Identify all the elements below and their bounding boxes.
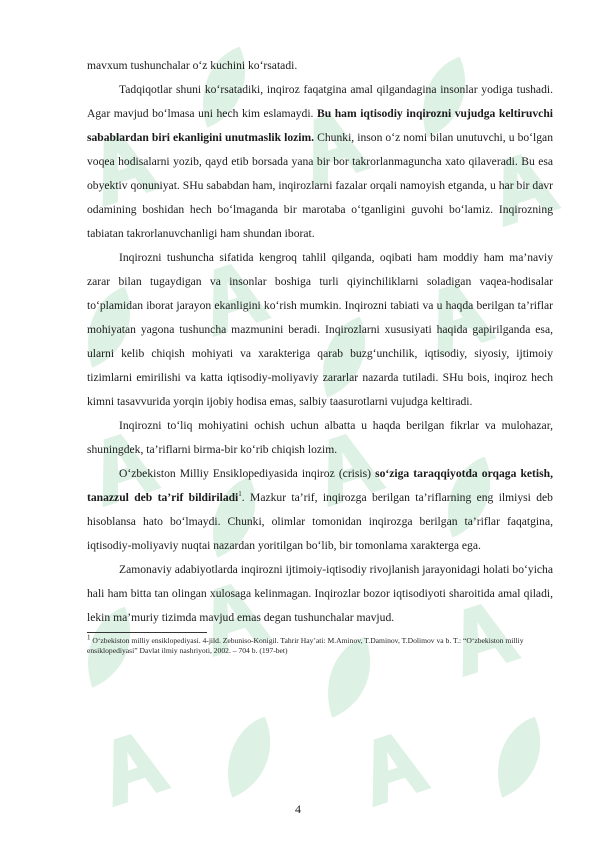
text-run: Chunki, inson o‘z nomi bilan unutuvchi, u bo‘lgan voqea hodisalarni yozib, qayd etib borsada yana bir bor takrorlanmaguncha xato qilaveradi. Bu esa obyektiv qonuniyat. SHu sababdan ham, inqirozlarni fazalar orqali namoyish etganda, u har bir davr odamining boshidan hech bo‘lmaganda bir marotaba o‘tganligini guvohi bo‘lamiz. Inqirozning tabiatan takrorlanuvchanligi ham shundan iborat. [87,131,553,240]
body-paragraph [87,558,553,630]
document-body [87,54,553,656]
footnote [87,633,553,656]
bold-text-run: so‘ziga taraqqiyotda orqaga ketish, tanazzul deb ta’rif bildiriladi [87,467,553,504]
text-run: O‘zbekiston Milliy Ensiklopediyasida inqiroz (crisis) [119,467,376,480]
footnote-reference: 1 [238,490,242,499]
footnote-text: O‘zbekiston milliy ensiklopediyasi. 4-jild. Zebuniso-Konigil. Tahrir Hay’ati: M.Aminov, T.Daminov, T.Dolimov va b. T.: “O‘zbekiston milliy ensiklopediyasi” Davlat ilmiy nashriyoti, 2002. – 704 b. (197-bet) [87,636,524,655]
text-run: Zamonaviy adabiyotlarda inqirozni ijtimoiy-iqtisodiy rivojlanish jarayonidagi holati bo‘yicha hali ham bitta tan olingan xulosaga kelinmagan. Inqirozlar bozor iqtisodiyoti sharoitida amal qiladi, lekin ma’muriy tizimda mavjud emas degan tushunchalar mavjud. [87,563,553,624]
text-run: mavxum tushunchalar o‘z kuchini ko‘rsatadi. [87,59,298,72]
footnote-marker: 1 [87,633,91,642]
body-paragraph [87,54,553,78]
text-run: Tadqiqotlar shuni ko‘rsatadiki, inqiroz faqatgina amal qilgandagina insonlar yodiga tushadi. Agar mavjud bo‘lmasa uni hech kim eslamaydi. [87,83,553,120]
text-run: . Mazkur ta’rif, inqirozga berilgan ta’riflarning eng ilmiysi deb hisoblansa hato bo‘lmaydi. Chunki, olimlar tomonidan inqirozga berilgan ta’riflar faqatgina, iqtisodiy-moliyaviy nuqtai nazardan yoritilgan bo‘lib, bir tomonlama xarakterga ega. [87,491,553,552]
body-paragraph [87,462,553,558]
bold-text-run: Bu ham iqtisodiy inqirozni vujudga keltiruvchi sabablardan biri ekanligini unutmaslik lozim. [87,107,553,144]
body-paragraph [87,414,553,462]
body-paragraph [87,78,553,246]
page-number: 4 [295,802,301,816]
footnote-separator [87,632,207,633]
text-run: Inqirozni to‘liq mohiyatini ochish uchun albatta u haqda berilgan fikrlar va mulohazar, shuningdek, ta’riflarni birma-bir ko‘rib chiqish lozim. [87,419,553,456]
body-paragraphs [87,54,553,630]
body-paragraph [87,246,553,414]
text-run: Inqirozni tushuncha sifatida kengroq tahlil qilganda, oqibati ham moddiy ham ma’naviy zarar bilan tugaydigan va insonlar boshiga turli qiyinchiliklarni soladigan vaqea-hodisalar to‘plamidan iborat jarayon ekanligini ko‘rish mumkin. Inqirozni tabiati va u haqda berilgan ta’riflar mohiyatan yagona tushuncha mazmunini beradi. Inqirozlarni xususiyati haqida gapirilganda esa, ularni kelib chiqish mohiyati va xarakteriga qarab buzg‘unchilik, iqtisodiy, siyosiy, ijtimoiy tizimlarni emirilishi va katta iqtisodiy-moliyaviy zararlar nazarda tutiladi. SHu bois, inqiroz hech kimni tasavvurida yorqin ijobiy hodisa emas, salbiy taasurotlarni vujudga keltiradi. [87,251,553,408]
